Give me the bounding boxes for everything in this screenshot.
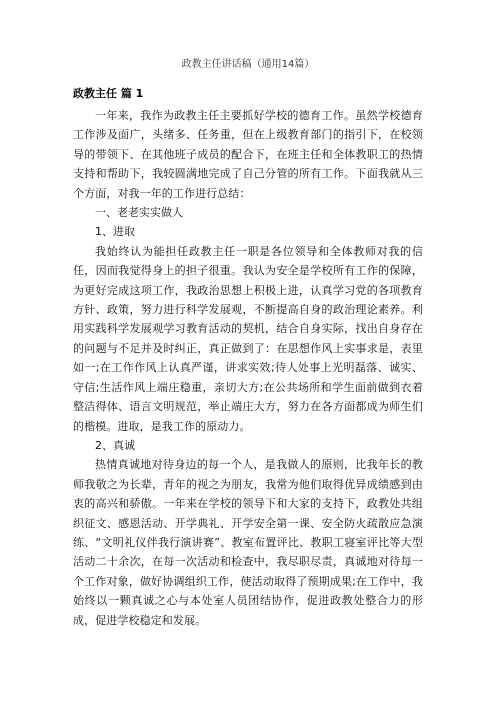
subheading-sincerity: 2、真诚 (95, 438, 135, 452)
subheading-progress: 1、进取 (95, 225, 135, 239)
sincerity-paragraph: 热情真诚地对待身边的每一个人，是我做人的原则，比我年长的教师我敬之为长辈，青年的视之为朋友，我常为他们取得优异成绩感到由衷的高兴和骄傲。一年来在学校的领导下和大家的支持下，政教处共组织征文、感恩活动、开学典礼、开学安全第一课、安全防火疏散应急演练、“文明礼仪伴我行演讲赛”、教室布置评比、教职工寝室评比等大型活动二十余次，在每一次活动和检查中，我尽职尽责，真诚地对待每一个工作对象，做好协调组织工作，使活动取得了预期成果;在工作中，我始终以一颗真诚之心与本处室人员团结协作，促进政教处整合力的形成，促进学校稳定和发展。 (73, 458, 423, 627)
document-body (73, 106, 423, 630)
document-title: 政教主任讲话稿（通用14篇） (181, 59, 315, 70)
heading-part-one: 一、老老实实做人 (95, 206, 183, 220)
intro-paragraph: 一年来，我作为政教主任主要抓好学校的德育工作。虽然学校德育工作涉及面广，头绪多、任务重，但在上级教育部门的指引下，在校领导的带领下、在其他班子成员的配合下，在班主任和全体教职工的热情支持和帮助下，我较圆满地完成了自己分管的所有工作。下面我就从三个方面，对我一年的工作进行总结： (73, 109, 423, 200)
progress-paragraph: 我始终认为能担任政教主任一职是各位领导和全体教师对我的信任，因而我觉得身上的担子很重。我认为安全是学校所有工作的保障，为更好完成这项工作，我政治思想上积极上进，认真学习党的各项教育方针、政策，努力进行科学发展观，不断提高自身的政治理论素养。利用实践科学发展观学习教育活动的契机，结合自身实际，找出自身存在的问题与不足并及时纠正，真正做到了：在思想作风上实事求是，表里如一;在工作作风上认真严谨，讲求实效;待人处事上光明磊落、诚实、守信;生活作风上端庄稳重，亲切大方;在公共场所和学生面前做到衣着整洁得体、语言文明规范，举止端庄大方，努力在各方面都成为师生们的楷模。进取，是我工作的原动力。 (73, 244, 423, 433)
section-heading: 政教主任 篇 1 (73, 87, 144, 100)
